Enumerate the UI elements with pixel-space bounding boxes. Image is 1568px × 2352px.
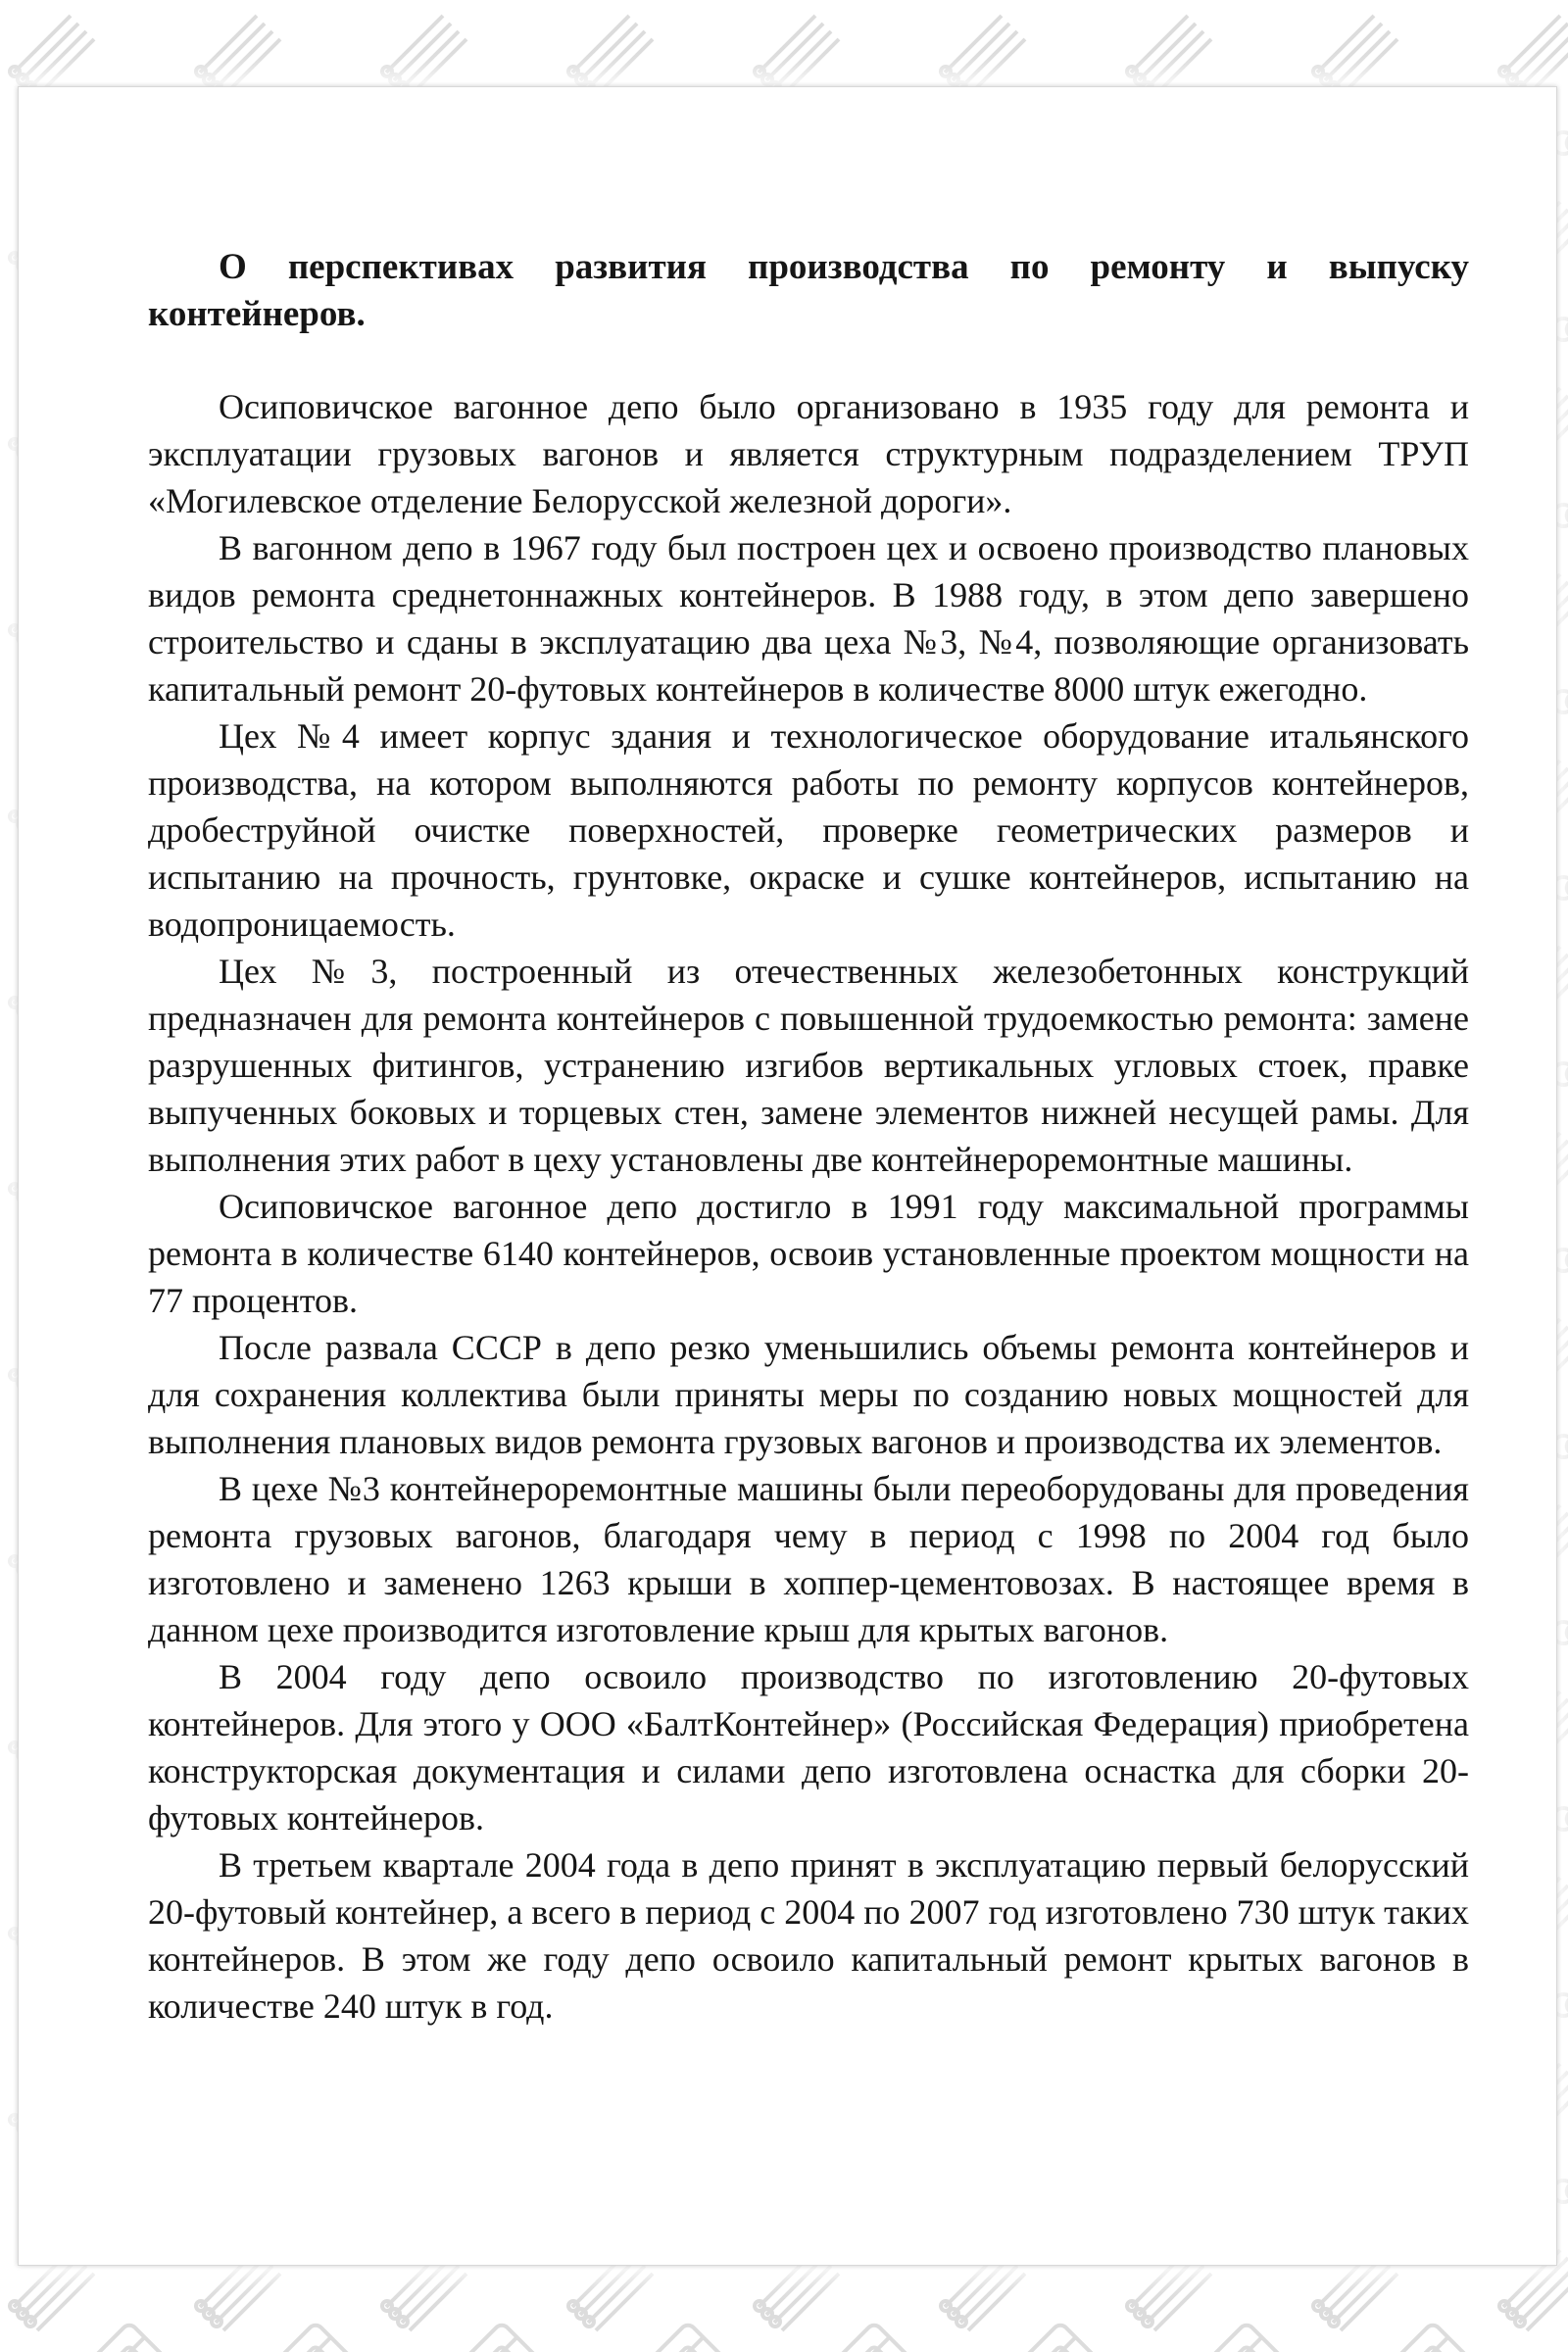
- paragraph-history-1935: Осиповичское вагонное депо было организовано в 1935 году для ремонта и эксплуатации грузовых вагонов и является структурным подразделением ТРУП «Могилевское отделение Белорусской железной дороги».: [148, 387, 1469, 520]
- paragraph-1967-1988: В вагонном депо в 1967 году был построен цех и освоено производство плановых видов ремонта среднетоннажных контейнеров. В 1988 году, в этом депо завершено строительство и сданы в эксплуатацию два цеха №3, №4, позволяющие организовать капитальный ремонт 20-футовых контейнеров в количестве 8000 штук ежегодно.: [148, 528, 1469, 709]
- paragraph-re-equipment: В цехе №3 контейнероремонтные машины были переоборудованы для проведения ремонта грузовых вагонов, благодаря чему в период с 1998 по 2004 год было изготовлено и заменено 1263 крыши в хоппер-цементовозах. В настоящее время в данном цехе производится изготовление крыш для крытых вагонов.: [148, 1469, 1469, 1649]
- paragraph-tsekh-4: Цех №4 имеет корпус здания и технологическое оборудование итальянского производства, на котором выполняются работы по ремонту корпусов контейнеров, дробеструйной очистке поверхностей, проверке геометрических размеров и испытанию на прочность, грунтовке, окраске и сушке контейнеров, испытанию на водопроницаемость.: [148, 716, 1469, 944]
- document-content: [148, 244, 1469, 2030]
- paragraph-after-ussr: После развала СССР в депо резко уменьшились объемы ремонта контейнеров и для сохранения коллектива были приняты меры по созданию новых мощностей для выполнения плановых видов ремонта грузовых вагонов и производства их элементов.: [148, 1328, 1469, 1461]
- document-title: О перспективах развития производства по ремонту и выпуску контейнеров.: [148, 247, 1469, 334]
- paragraph-first-container: В третьем квартале 2004 года в депо принят в эксплуатацию первый белорусский 20-футовый контейнер, а всего в период с 2004 по 2007 год изготовлено 730 штук таких контейнеров. В этом же году депо освоило капитальный ремонт крытых вагонов в количестве 240 штук в год.: [148, 1845, 1469, 2026]
- paragraph-tsekh-3: Цех №3, построенный из отечественных железобетонных конструкций предназначен для ремонта контейнеров с повышенной трудоемкостью ремонта: замене разрушенных фитингов, устранению изгибов вертикальных угловых стоек, правке выпученных боковых и торцевых стен, замене элементов нижней несущей рамы. Для выполнения этих работ в цеху установлены две контейнероремонтные машины.: [148, 952, 1469, 1179]
- document-page: [18, 86, 1557, 2266]
- paragraph-2004-production: В 2004 году депо освоило производство по изготовлению 20-футовых контейнеров. Для этого у ООО «БалтКонтейнер» (Российская Федерация) приобретена конструкторская документация и силами депо изготовлена оснастка для сборки 20-футовых контейнеров.: [148, 1657, 1469, 1838]
- paragraph-1991-program: Осиповичское вагонное депо достигло в 1991 году максимальной программы ремонта в количестве 6140 контейнеров, освоив установленные проектом мощности на 77 процентов.: [148, 1187, 1469, 1320]
